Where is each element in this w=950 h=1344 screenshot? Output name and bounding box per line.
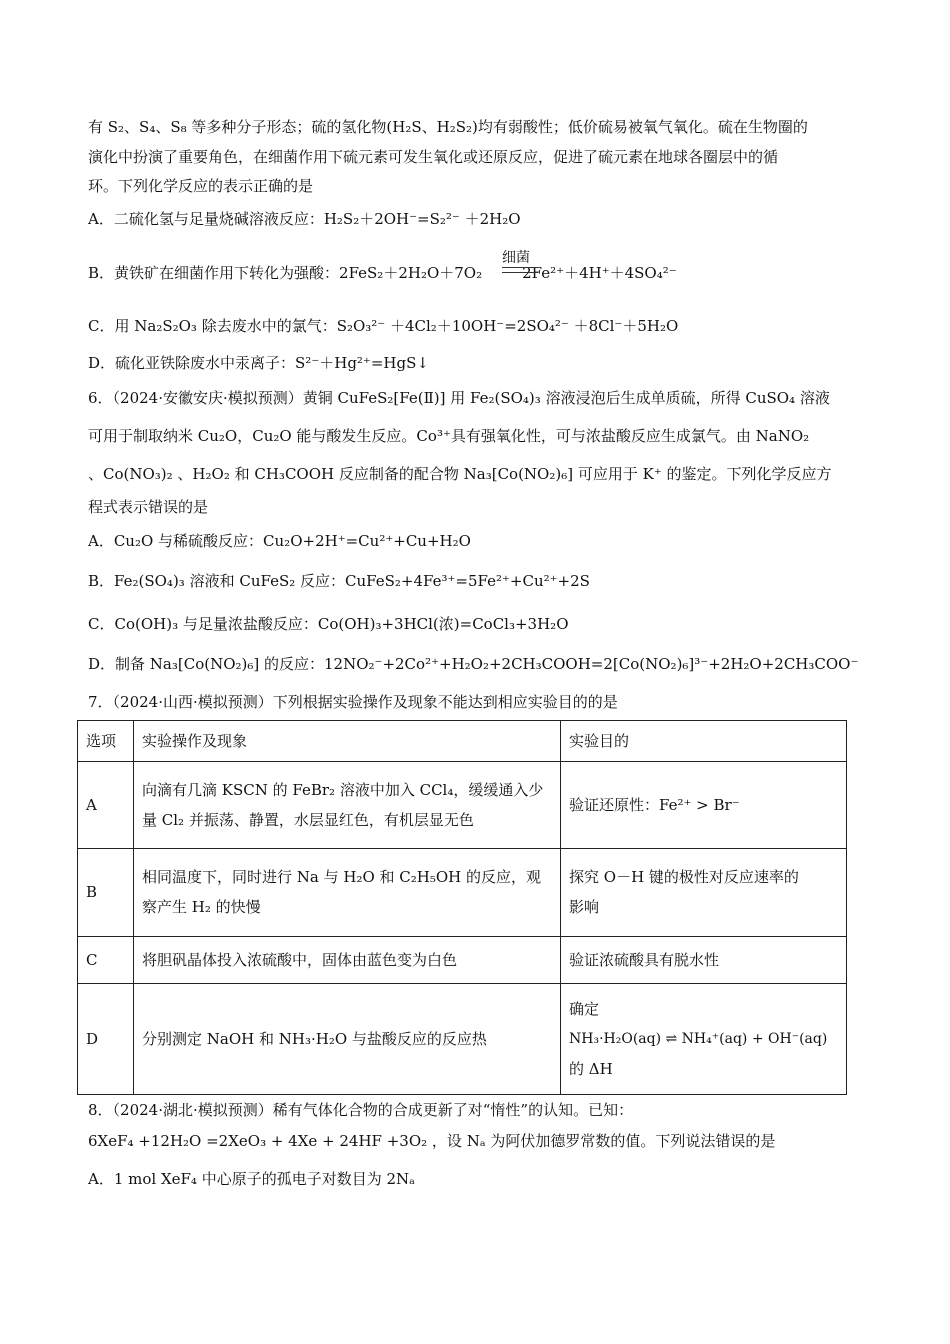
row-operation: 分别测定 NaOH 和 NH₃·H₂O 与盐酸反应的反应热 [134,983,561,1094]
row-operation: 将胆矾晶体投入浓硫酸中，固体由蓝色变为白色 [134,936,561,983]
row-goal [561,983,847,1094]
q5-option-b-catalyst: 细菌 [502,250,530,266]
header-goal: 实验目的 [561,721,847,762]
q6-option-b: B．Fe₂(SO₄)₃ 溶液和 CuFeS₂ 反应：CuFeS₂+4Fe³⁺=5Fe²⁺+Cu²⁺+2S [88,572,590,590]
header-option: 选项 [78,721,134,762]
operation-line: 量 Cl₂ 并振荡、静置，水层显红色，有机层显无色 [142,811,474,830]
q5-option-b [88,263,677,283]
table-row [78,936,847,983]
row-goal: 验证浓硫酸具有脱水性 [561,936,847,983]
operation-line: 相同温度下，同时进行 Na 与 H₂O 和 C₂H₅OH 的反应，观 [142,868,542,887]
q7-stem: 7．（2024·山西·模拟预测）下列根据实验操作及现象不能达到相应实验目的的是 [88,693,618,711]
q5-option-c: C．用 Na₂S₂O₃ 除去废水中的氯气：S₂O₃²⁻ ＋4Cl₂＋10OH⁻=2SO₄²⁻ ＋8Cl⁻＋5H₂O [88,317,679,335]
row-operation [134,762,561,849]
goal-line: NH₃·H₂O(aq) ⇌ NH₄⁺(aq) + OH⁻(aq) [569,1030,828,1047]
q6-option-a: A．Cu₂O 与稀硫酸反应：Cu₂O+2H⁺=Cu²⁺+Cu+H₂O [88,532,471,550]
table-header-row [78,721,847,762]
table-row [78,762,847,849]
q8-stem-line-2: 6XeF₄ +12H₂O =2XeO₃ + 4Xe + 24HF +3O₂ ，设 Nₐ 为阿伏加德罗常数的值。下列说法错误的是 [88,1132,776,1150]
intro-line-2: 演化中扮演了重要角色，在细菌作用下硫元素可发生氧化或还原反应，促进了硫元素在地球各圈层中的循 [88,148,779,166]
row-option: C [78,936,134,983]
goal-line: 影响 [569,898,600,917]
intro-line-3: 环。下列化学反应的表示正确的是 [88,177,314,195]
intro-line-1: 有 S₂、S₄、S₈ 等多种分子形态；硫的氢化物(H₂S、H₂S₂)均有弱酸性；低价硫易被氧气氧化。硫在生物圈的 [88,118,808,136]
q5-option-b-suffix: 2Fe²⁺＋4H⁺＋4SO₄²⁻ [522,264,677,282]
q6-stem-line-2: 可用于制取纳米 Cu₂O，Cu₂O 能与酸发生反应。Co³⁺具有强氧化性，可与浓盐酸反应生成氯气。由 NaNO₂ [88,427,810,445]
row-option: D [78,983,134,1094]
q6-option-d: D．制备 Na₃[Co(NO₂)₆] 的反应：12NO₂⁻+2Co²⁺+H₂O₂+2CH₃COOH=2[Co(NO₂)₆]³⁻+2H₂O+2CH₃COO⁻ [88,655,859,673]
row-operation [134,849,561,936]
header-operation: 实验操作及现象 [134,721,561,762]
table-row [78,983,847,1094]
q6-stem-line-3: 、Co(NO₃)₂ 、H₂O₂ 和 CH₃COOH 反应制备的配合物 Na₃[Co(NO₂)₆] 可应用于 K⁺ 的鉴定。下列化学反应方 [88,465,832,483]
q7-table [77,720,847,1095]
q5-option-d: D．硫化亚铁除废水中汞离子：S²⁻＋Hg²⁺=HgS↓ [88,354,429,372]
q8-option-a: A．1 mol XeF₄ 中心原子的孤电子对数目为 2Nₐ [88,1170,415,1188]
q6-stem-line-4: 程式表示错误的是 [88,498,209,516]
q6-option-c: C．Co(OH)₃ 与足量浓盐酸反应：Co(OH)₃+3HCl(浓)=CoCl₃+3H₂O [88,615,569,633]
goal-line: 的 ΔH [569,1059,613,1078]
goal-line: 探究 O－H 键的极性对反应速率的 [569,868,799,887]
q6-stem-line-1: 6．（2024·安徽安庆·模拟预测）黄铜 CuFeS₂[Fe(Ⅱ)] 用 Fe₂(SO₄)₃ 溶液浸泡后生成单质硫，所得 CuSO₄ 溶液 [88,389,830,407]
goal-line: 确定 [569,999,600,1018]
table-row [78,849,847,936]
q5-option-a: A．二硫化氢与足量烧碱溶液反应：H₂S₂＋2OH⁻=S₂²⁻ ＋2H₂O [88,210,521,228]
operation-line: 察产生 H₂ 的快慢 [142,898,261,917]
q8-stem-line-1: 8．（2024·湖北·模拟预测）稀有气体化合物的合成更新了对“惰性”的认知。已知： [88,1101,634,1119]
row-option: A [78,762,134,849]
reaction-condition-bar [502,267,538,273]
row-goal [561,849,847,936]
q5-option-b-prefix: B．黄铁矿在细菌作用下转化为强酸：2FeS₂＋2H₂O＋7O₂ [88,264,483,282]
operation-line: 向滴有几滴 KSCN 的 FeBr₂ 溶液中加入 CCl₄，缓缓通入少 [142,781,544,800]
row-goal: 验证还原性：Fe²⁺ > Br⁻ [561,762,847,849]
row-option: B [78,849,134,936]
